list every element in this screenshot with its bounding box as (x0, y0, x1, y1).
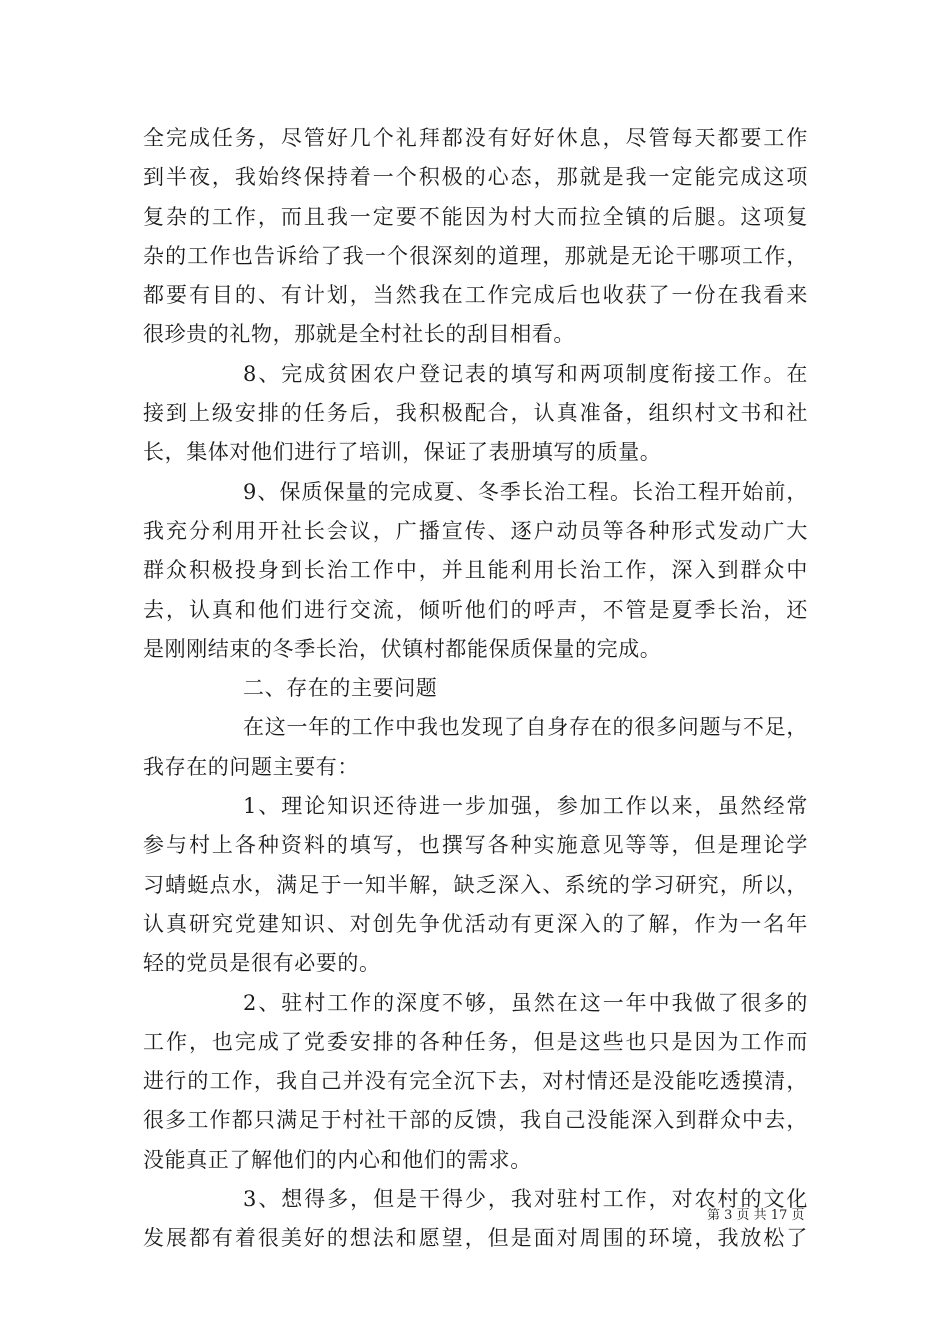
text-line: 认真研究党建知识、对创先争优活动有更深入的了解，作为一名年 (143, 911, 808, 936)
text-line: 9、保质保量的完成夏、冬季长治工程。长治工程开始前， (243, 479, 808, 504)
text-line: 在这一年的工作中我也发现了自身存在的很多问题与不足， (243, 715, 808, 740)
text-line: 很多工作都只满足于村社干部的反馈，我自己没能深入到群众中去， (143, 1108, 808, 1133)
text-line: 轻的党员是很有必要的。 (143, 951, 381, 976)
text-line: 复杂的工作，而且我一定要不能因为村大而拉全镇的后腿。这项复 (143, 204, 808, 229)
document-body (143, 119, 808, 1259)
text-line: 工作，也完成了党委安排的各种任务，但是这些也只是因为工作而 (143, 1029, 808, 1054)
text-line: 长，集体对他们进行了培训，保证了表册填写的质量。 (143, 440, 662, 465)
text-line: 接到上级安排的任务后，我积极配合，认真准备，组织村文书和社 (143, 401, 808, 426)
text-line: 2、驻村工作的深度不够，虽然在这一年中我做了很多的 (243, 990, 808, 1015)
text-line: 群众积极投身到长治工作中，并且能利用长治工作，深入到群众中 (143, 558, 808, 583)
text-line: 8、完成贫困农户登记表的填写和两项制度衔接工作。在 (243, 361, 808, 386)
text-line: 去，认真和他们进行交流，倾听他们的呼声，不管是夏季长治，还 (143, 597, 808, 622)
text-line: 发展都有着很美好的想法和愿望，但是面对周围的环境，我放松了 (143, 1226, 808, 1251)
text-line: 没能真正了解他们的内心和他们的需求。 (143, 1147, 532, 1172)
text-line: 是刚刚结束的冬季长治，伏镇村都能保质保量的完成。 (143, 636, 662, 661)
page-number-footer: 第 3 页 共 17 页 (707, 1208, 805, 1223)
text-line: 杂的工作也告诉给了我一个很深刻的道理，那就是无论干哪项工作， (143, 243, 808, 268)
text-line: 我充分利用开社长会议，广播宣传、逐户动员等各种形式发动广大 (143, 518, 808, 543)
text-line: 进行的工作，我自己并没有完全沉下去，对村情还是没能吃透摸清， (143, 1069, 808, 1094)
text-line: 参与村上各种资料的填写，也撰写各种实施意见等等，但是理论学 (143, 833, 808, 858)
text-line: 3、想得多，但是干得少，我对驻村工作，对农村的文化 (243, 1187, 808, 1212)
text-line: 很珍贵的礼物，那就是全村社长的刮目相看。 (143, 322, 575, 347)
text-line: 习蜻蜓点水，满足于一知半解，缺乏深入、系统的学习研究，所以， (143, 872, 808, 897)
text-line: 到半夜，我始终保持着一个积极的心态，那就是我一定能完成这项 (143, 165, 808, 190)
text-line: 我存在的问题主要有： (143, 754, 359, 779)
text-line: 二、存在的主要问题 (243, 676, 438, 701)
text-line: 全完成任务，尽管好几个礼拜都没有好好休息，尽管每天都要工作 (143, 126, 808, 150)
text-line: 1、理论知识还待进一步加强，参加工作以来，虽然经常 (243, 794, 808, 819)
text-line: 都要有目的、有计划，当然我在工作完成后也收获了一份在我看来 (143, 283, 808, 308)
